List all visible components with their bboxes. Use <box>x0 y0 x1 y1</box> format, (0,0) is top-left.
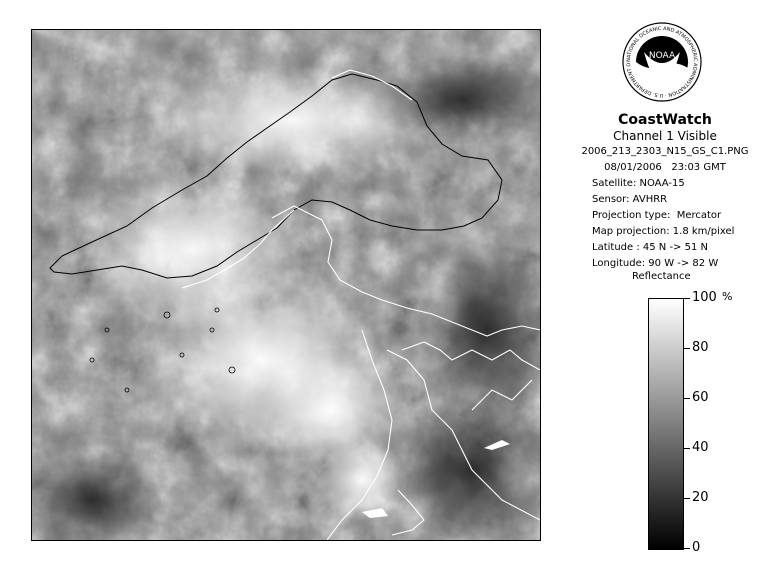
satellite-label: Satellite: NOAA-15 <box>592 178 685 189</box>
sensor-label: Sensor: AVHRR <box>592 194 668 205</box>
projection-type-label: Projection type: Mercator <box>592 210 722 221</box>
satellite-image <box>31 29 541 541</box>
scale-tick <box>684 548 690 549</box>
scale-tick-label: 80 <box>692 340 709 355</box>
scale-tick-label: 60 <box>692 390 709 405</box>
logo-ring-text: NATIONAL OCEANIC AND ATMOSPHERIC ADMINISTRATION · U.S. DEPARTMENT O <box>625 25 699 99</box>
scale-tick <box>684 448 690 449</box>
logo-center-text: NOAA <box>648 51 676 61</box>
date-value: 08/01/2006 <box>604 162 662 173</box>
scale-tick <box>684 498 690 499</box>
channel-label: Channel 1 Visible <box>613 129 717 143</box>
scale-tick-label: 0 <box>692 540 701 555</box>
datetime-label <box>560 162 770 173</box>
noaa-logo <box>622 22 702 102</box>
scale-tick-label: 40 <box>692 440 709 455</box>
longitude-label: Longitude: 90 W -> 82 W <box>592 258 719 269</box>
filename-label: 2006_213_2303_N15_GS_C1.PNG <box>581 146 749 157</box>
scale-tick <box>684 398 690 399</box>
brand-title: CoastWatch <box>618 112 712 128</box>
scale-tick <box>684 298 690 299</box>
scale-tick <box>684 348 690 349</box>
scale-unit: % <box>722 290 733 303</box>
latitude-label: Latitude : 45 N -> 51 N <box>592 242 708 253</box>
scale-tick-label: 20 <box>692 490 709 505</box>
scale-title: Reflectance <box>632 271 691 282</box>
scale-tick-label: 100 <box>692 290 717 305</box>
time-value: 23:03 GMT <box>671 162 726 173</box>
reflectance-colorbar <box>648 298 684 550</box>
map-projection-label: Map projection: 1.8 km/pixel <box>592 226 735 237</box>
